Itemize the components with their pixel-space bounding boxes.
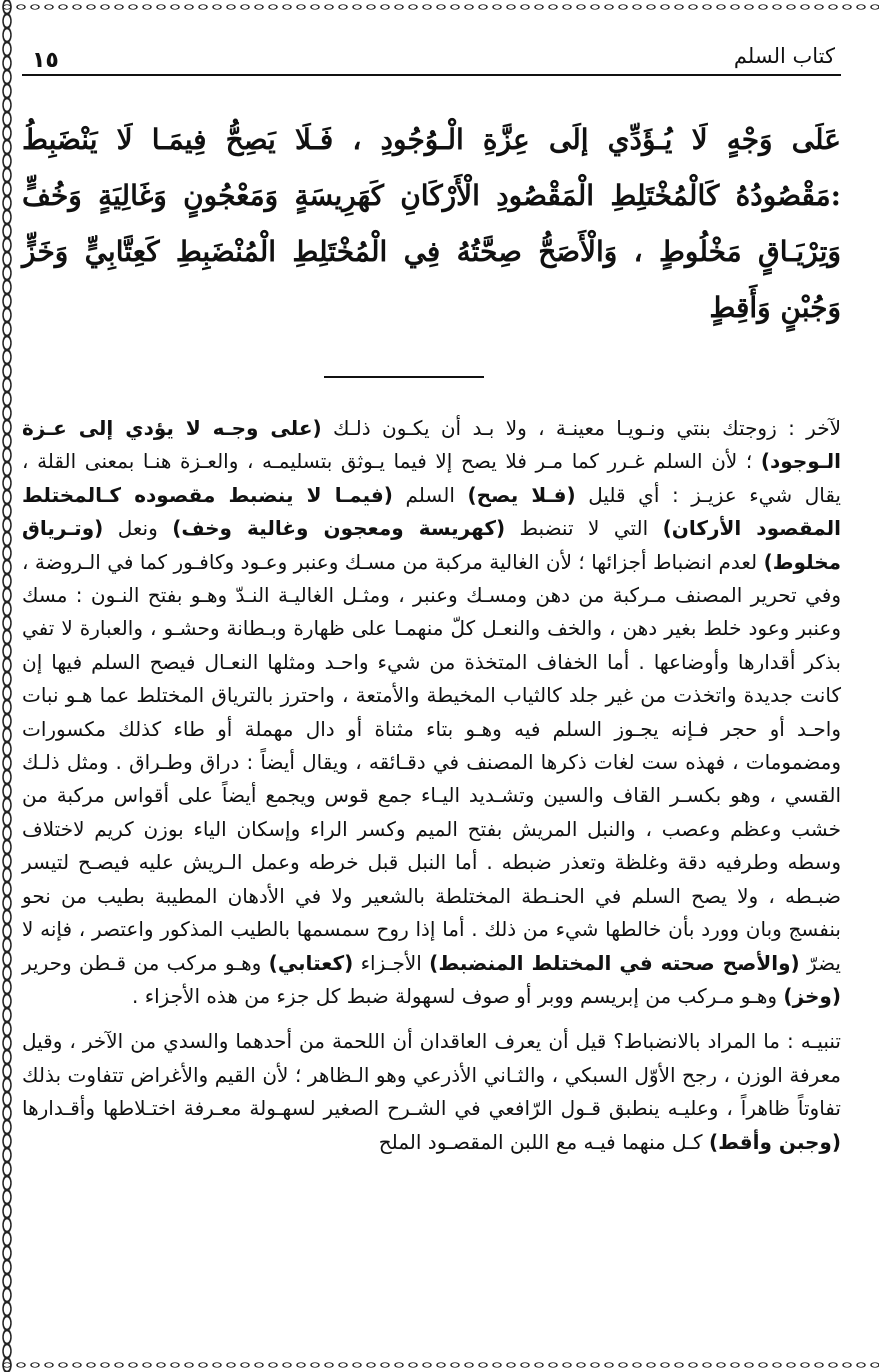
commentary-text: التي لا تنضبط	[505, 516, 663, 541]
commentary-text: تنبيـه : ما المراد بالانضباط؟ قيل أن يعرف العاقدان أن اللحمة من أحدهما والسدي من الآخر ، وقيل معرفة الوزن ، رجح الأوّل السبكي ، والثـاني الأذرعي وهو الـظاهر ؛ لأن القيم والأغراض تتفاوت بذلك تفاوتاً ظاهراً ، وعليـه ينطبق قـول الرّافعي في الشـرح الصغير لسهـولة معـرفة اختـلاطها وأقـدارها	[22, 1029, 841, 1121]
book-title: كتاب السلم	[733, 44, 835, 68]
chain-border-bottom	[0, 1358, 879, 1372]
commentary-text: ونعل	[103, 516, 173, 541]
commentary	[22, 412, 841, 1159]
chain-border-top	[0, 0, 879, 14]
chain-border-left	[0, 0, 14, 1372]
matn-paragraph: عَلَى وَجْهٍ لَا يُـؤَدِّي إلَى عِزَّةِ الْـوُجُودِ ، فَـلَا يَصِحُّ فِيمَـا لَا يَنْضَبِطُ :مَقْصُودُهُ كَالْمُخْتَلِطِ الْمَقْصُودِ الْأَرْكَانِ كَهَرِيسَةٍ وَمَعْجُونٍ وَغَالِيَةٍ وَخُفٍّ وَتِرْيَـاقٍ مَخْلُوطٍ ، وَالْأَصَحُّ صِحَّتُهُ فِي الْمُخْتَلِطِ الْمُنْضَبِطِ كَعِتَّابِيٍّ وَخَزٍّ وَجُبْنٍ وَأَقِطٍ	[22, 123, 841, 324]
commentary-paragraph	[22, 412, 841, 1013]
matn-quote: (على وجـه لا يؤدي إلى عـزة الـوجود)	[22, 416, 841, 474]
commentary-text: وهـو مـركب من إبريسم ووبر أو صوف لسهولة ضبط كل جزء من هذه الأجزاء .	[131, 983, 784, 1008]
page-number: ١٥	[32, 48, 59, 73]
book-page	[22, 14, 841, 1356]
commentary-text: لآخر : زوجتك بنتي ونـويـا معينـة ، ولا بـد أن يكـون ذلـك	[321, 416, 841, 440]
matn-quote: (وتـرياق مخلوط)	[22, 516, 841, 574]
commentary-text: الأجـزاء	[353, 950, 430, 975]
matn-quote: (فيمـا لا ينضبط مقصوده كـالمختلط المقصود الأركان)	[22, 482, 841, 541]
matn-quote: (كهريسة ومعجون وغالية وخف)	[172, 516, 506, 541]
tanbih-paragraph	[22, 1025, 841, 1159]
separator-rule	[324, 376, 484, 378]
matn-quote: (كعتابي)	[268, 950, 354, 975]
running-header	[22, 14, 841, 76]
matn-quote: (وجبن وأقط)	[708, 1129, 841, 1154]
commentary-text: وهـو مركب من قـطن وحرير	[22, 950, 269, 975]
commentary-text: السلم	[392, 482, 468, 507]
commentary-text: كـل منهما فيـه مع اللبن المقصـود الملح	[378, 1129, 709, 1154]
matn-quote: (وخز)	[783, 983, 841, 1008]
commentary-text: لعدم انضباط أجزائها ؛ لأن الغالية مركبة من مسـك وعنبر وعـود وكافـور كما في الـروضة ، وفي تحرير المصنف مـركبة من دهن ومسـك وعنبر ، ومثـل الغاليـة النـدّ وهـو بفتح النـون : مسك وعنبر وعود خلط بغير دهن ، والخف والنعـل كلّ منهمـا على ظهارة وبـطانة وحشـو ، والعبارة لا تفي بذكر أقدارها وأوضاعها . أما الخفاف المتخذة من شيء واحـد ومثلها النعـال فيصح السلم فيها إن كانت جديدة واتخذت من غير جلد كالثياب المخيطة والأمتعة ، واحترز بالترياق المختلط عما هـو نبات واحـد أو حجر فـإنه يجـوز السلم فيه وهـو بتاء مثناة أو دال مهملة أو طاء كذلك مكسورات ومضمومات ، فهذه ست لغات ذكرها المصنف في دقـائقه ، ويقال أيضاً : دراق وطـراق . ومثل ذلـك القسي ، وهو بكسـر القاف والسين وتشـديد اليـاء جمع قوس ويجمع أيضاً على أقواس مركبة من خشب وعظم وعصب ، والنبل المريش بفتح الميم وكسر الراء وإسكان الياء بوزن كريم لاختلاف وسطه وطرفيه دقة وغلظة وتعذر ضبطه . أما النبل قبل خرطه وعمل الـريش عليه فيصـح لتيسر ضبـطه ، ولا يصح السلم في الحنـطة المختلطة بالشعير ولا في الأدهان المطيبة بطيب من نحو بنفسج وبان وورد بأن خالطها شيء من ذلك . أما إذا روح سمسمها بالطيب المذكور واعتصر ، فإنه لا يضرّ	[22, 549, 841, 975]
commentary-text: ؛ لأن السلم غـرر كما مـر فلا يصح إلا فيما يـوثق بتسليمـه ، والعـزة هنـا بمعنى القلة ، يقال شيء عزيـز : أي قليل	[22, 449, 841, 507]
matn-quote: (فـلا يصح)	[467, 482, 576, 507]
matn-quote: (والأصح صحته في المختلط المنضبط)	[429, 950, 800, 975]
matn-text	[22, 112, 841, 336]
